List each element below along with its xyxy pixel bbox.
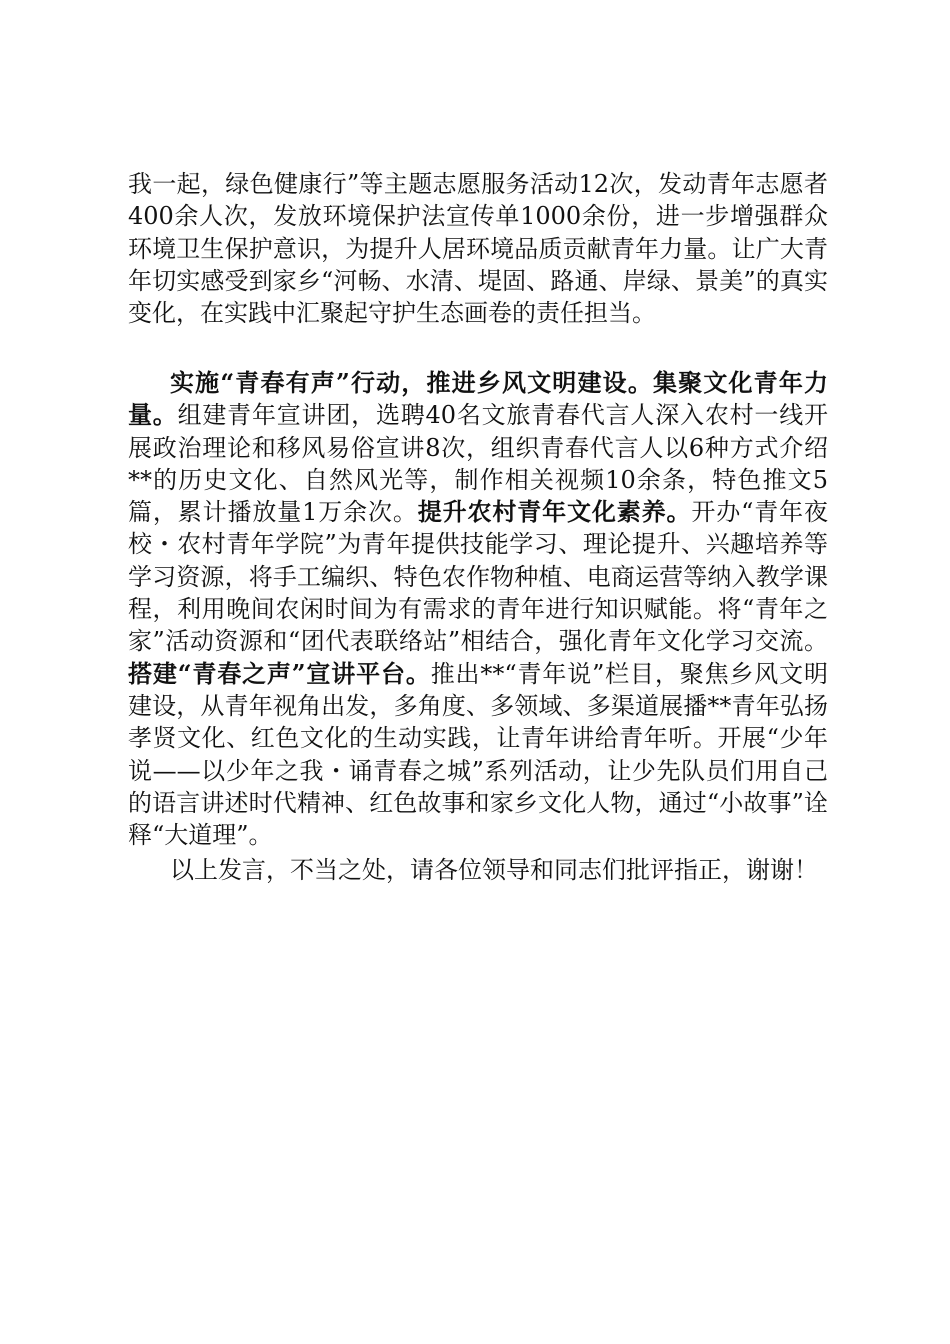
text-segment: 推出**“青年说”栏目，聚焦乡风文明建设，从青年视角出发，多角度、多领域、多渠道展播**青年弘扬孝贤文化、红色文化的生动实践，让青年讲给青年听。开展“少年说——以少年之我・诵青春之城”系列活动，让少先队员们用自己的语言讲述时代精神、红色故事和家乡文化人物，通过“小故事”诠释“大道理”。 — [128, 659, 828, 850]
paragraph-closing — [128, 854, 828, 886]
paragraph-text — [128, 854, 828, 886]
subheading-rural-youth-literacy: 提升农村青年文化素养。 — [417, 497, 692, 527]
text-segment: 组建青年宣讲团，选聘40名文旅青春代言人深入农村一线开展政治理论和移风易俗宣讲8次，组织青春代言人以6种方式介绍**的历史文化、自然风光等，制作相关视频10余条，特色推文5篇，累计播放量1万余次。 — [128, 401, 828, 527]
section-heading: 实施“青春有声”行动，推进乡风文明建设。 — [170, 368, 653, 397]
paragraph-text — [128, 367, 828, 851]
paragraph-civilization — [128, 367, 828, 851]
text-segment: 我一起，绿色健康行”等主题志愿服务活动12次，发动青年志愿者400余人次，发放环境保护法宣传单1000余份，进一步增强群众环境卫生保护意识，为提升人居环境品质贡献青年力量。让广大青年切实感受到家乡“河畅、水清、堤固、路通、岸绿、景美”的真实变化，在实践中汇聚起守护生态画卷的责任担当。 — [128, 170, 828, 328]
subheading-cultural-youth: 集聚文化青年力量。 — [128, 368, 829, 430]
subheading-youth-voice-platform: 搭建“青春之声”宣讲平台。 — [128, 658, 431, 688]
paragraph-text — [128, 168, 828, 329]
text-segment: 开办“青年夜校・农村青年学院”为青年提供技能学习、理论提升、兴趣培养等学习资源，将手工编织、特色农作物种植、电商运营等纳入教学课程，利用晚间农闲时间为有需求的青年进行知识赋能。将“青年之家”活动资源和“团代表联络站”相结合，强化青年文化学习交流。 — [128, 498, 828, 656]
text-segment: 以上发言，不当之处，请各位领导和同志们批评指正，谢谢！ — [170, 856, 818, 884]
paragraph-environment — [128, 168, 828, 329]
